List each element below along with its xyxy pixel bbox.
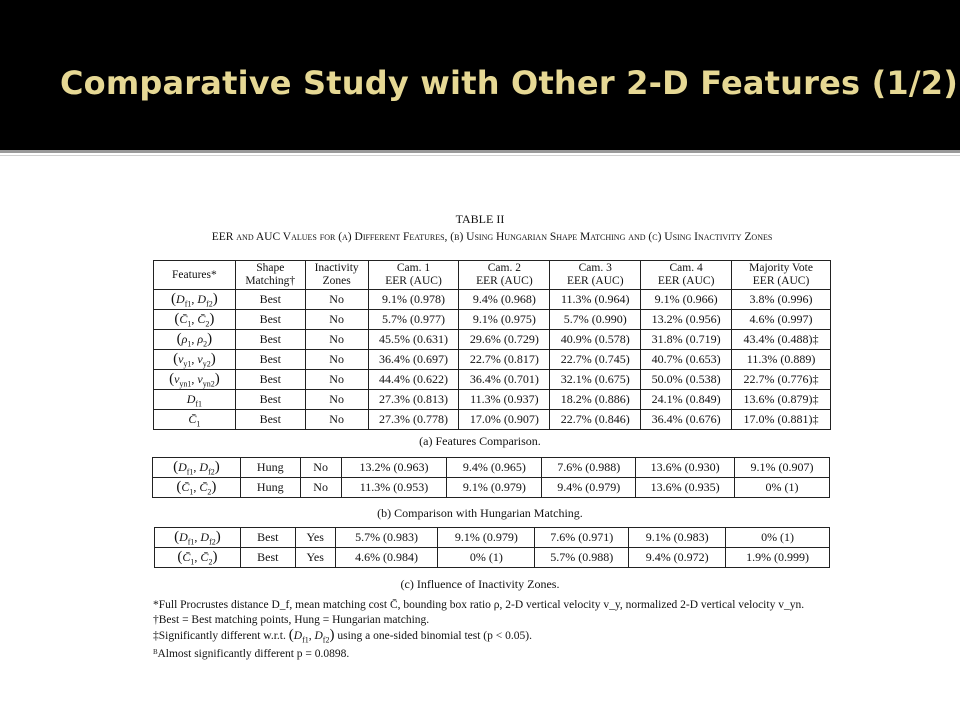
cam3-cell: 5.7% (0.990)	[550, 310, 641, 330]
majority-vote-cell: 11.3% (0.889)	[732, 350, 831, 370]
slide-title: Comparative Study with Other 2-D Features (1/2)	[60, 64, 959, 102]
cam1-cell: 9.1% (0.978)	[368, 290, 459, 310]
feature-cell: ($\rho_1$, $\rho_2$)	[154, 330, 236, 350]
cam2-cell: 0% (1)	[438, 548, 535, 568]
shape-matching-cell: Hung	[240, 478, 300, 498]
header-shape-matching: Shape Matching†	[235, 261, 305, 290]
inactivity-zones-cell: No	[305, 290, 368, 310]
cam3-cell: 7.6% (0.988)	[542, 458, 636, 478]
cam1-cell: 5.7% (0.977)	[368, 310, 459, 330]
shape-matching-cell: Best	[235, 410, 305, 430]
cam3-cell: 5.7% (0.988)	[535, 548, 629, 568]
inactivity-zones-cell: No	[305, 390, 368, 410]
cam1-cell: 5.7% (0.983)	[335, 528, 438, 548]
slide-header	[0, 0, 960, 150]
feature-cell: ($C̄_1$, $C̄_2$)	[154, 310, 236, 330]
cam1-cell: 27.3% (0.813)	[368, 390, 459, 410]
cam3-cell: 22.7% (0.846)	[550, 410, 641, 430]
feature-cell: ($v_{yn1}$, $v_{yn2}$)	[154, 370, 236, 390]
footnote-features: *Full Procrustes distance D_f, mean matching cost C̄, bounding box ratio ρ, 2-D vertical velocity v_y, normalized 2-D vertical velocity v_yn.	[153, 599, 805, 611]
cam4-cell: 24.1% (0.849)	[641, 390, 732, 410]
inactivity-zones-table	[154, 527, 830, 568]
majority-vote-cell: 0% (1)	[735, 478, 830, 498]
inactivity-zones-cell: No	[305, 350, 368, 370]
table-row	[154, 290, 831, 310]
cam1-cell: 27.3% (0.778)	[368, 410, 459, 430]
cam1-cell: 11.3% (0.953)	[341, 478, 447, 498]
footnotes	[153, 598, 804, 662]
cam3-cell: 7.6% (0.971)	[535, 528, 629, 548]
shape-matching-cell: Best	[240, 548, 295, 568]
cam4-cell: 13.6% (0.935)	[636, 478, 735, 498]
inactivity-zones-cell: No	[305, 310, 368, 330]
table-subtitle: EER and AUC Values for (a) Different Features, (b) Using Hungarian Shape Matching and (c) Using Inactivity Zones	[211, 231, 773, 243]
header-inactivity-zones: Inactivity Zones	[305, 261, 368, 290]
cam2-cell: 29.6% (0.729)	[459, 330, 550, 350]
inactivity-zones-cell: Yes	[295, 528, 335, 548]
table-row	[155, 528, 830, 548]
features-comparison-table	[153, 260, 831, 430]
cam2-cell: 9.1% (0.979)	[438, 528, 535, 548]
cam3-cell: 22.7% (0.745)	[550, 350, 641, 370]
shape-matching-cell: Best	[235, 390, 305, 410]
cam4-cell: 9.1% (0.966)	[641, 290, 732, 310]
shape-matching-cell: Best	[235, 330, 305, 350]
cam4-cell: 31.8% (0.719)	[641, 330, 732, 350]
header-cam3: Cam. 3 EER (AUC)	[550, 261, 641, 290]
inactivity-zones-cell: No	[300, 458, 341, 478]
header-cam1: Cam. 1 EER (AUC)	[368, 261, 459, 290]
caption-hungarian-matching: (b) Comparison with Hungarian Matching.	[377, 506, 583, 520]
cam4-cell: 13.6% (0.930)	[636, 458, 735, 478]
cam2-cell: 36.4% (0.701)	[459, 370, 550, 390]
feature-cell: ($D_{f1}$, $D_{f2}$)	[154, 290, 236, 310]
table-row	[154, 350, 831, 370]
table-row	[154, 310, 831, 330]
cam2-cell: 9.1% (0.979)	[447, 478, 542, 498]
cam3-cell: 32.1% (0.675)	[550, 370, 641, 390]
header-divider-thin	[0, 155, 960, 156]
cam1-cell: 44.4% (0.622)	[368, 370, 459, 390]
majority-vote-cell: 4.6% (0.997)	[732, 310, 831, 330]
feature-cell: $C̄_1$	[154, 410, 236, 430]
feature-cell: ($C̄_1$, $C̄_2$)	[153, 478, 241, 498]
cam2-cell: 11.3% (0.937)	[459, 390, 550, 410]
hungarian-matching-table	[152, 457, 830, 498]
inactivity-zones-cell: No	[300, 478, 341, 498]
shape-matching-cell: Hung	[240, 458, 300, 478]
inactivity-zones-cell: No	[305, 330, 368, 350]
feature-cell: ($D_{f1}$, $D_{f2}$)	[155, 528, 241, 548]
footnote-shape-matching: †Best = Best matching points, Hung = Hungarian matching.	[153, 614, 430, 626]
inactivity-zones-cell: Yes	[295, 548, 335, 568]
majority-vote-cell: 3.8% (0.996)	[732, 290, 831, 310]
header-majority-vote: Majority Vote EER (AUC)	[732, 261, 831, 290]
caption-features-comparison: (a) Features Comparison.	[419, 434, 541, 448]
majority-vote-cell: 13.6% (0.879)‡	[732, 390, 831, 410]
cam1-cell: 36.4% (0.697)	[368, 350, 459, 370]
shape-matching-cell: Best	[235, 310, 305, 330]
cam4-cell: 40.7% (0.653)	[641, 350, 732, 370]
table-row	[155, 548, 830, 568]
cam3-cell: 11.3% (0.964)	[550, 290, 641, 310]
feature-cell: ($C̄_1$, $C̄_2$)	[155, 548, 241, 568]
shape-matching-cell: Best	[240, 528, 295, 548]
feature-cell: ($D_{f1}$, $D_{f2}$)	[153, 458, 241, 478]
table-header-row	[154, 261, 831, 290]
header-cam2: Cam. 2 EER (AUC)	[459, 261, 550, 290]
header-divider	[0, 150, 960, 153]
table-row	[154, 390, 831, 410]
inactivity-zones-cell: No	[305, 410, 368, 430]
cam4-cell: 13.2% (0.956)	[641, 310, 732, 330]
caption-inactivity-zones: (c) Influence of Inactivity Zones.	[400, 577, 560, 591]
table-row	[154, 330, 831, 350]
shape-matching-cell: Best	[235, 290, 305, 310]
majority-vote-cell: 22.7% (0.776)‡	[732, 370, 831, 390]
cam4-cell: 50.0% (0.538)	[641, 370, 732, 390]
cam2-cell: 22.7% (0.817)	[459, 350, 550, 370]
feature-cell: $D_{f1}$	[154, 390, 236, 410]
shape-matching-cell: Best	[235, 350, 305, 370]
cam3-cell: 40.9% (0.578)	[550, 330, 641, 350]
cam2-cell: 17.0% (0.907)	[459, 410, 550, 430]
cam1-cell: 4.6% (0.984)	[335, 548, 438, 568]
cam3-cell: 18.2% (0.886)	[550, 390, 641, 410]
cam4-cell: 9.1% (0.983)	[629, 528, 726, 548]
table-row	[154, 410, 831, 430]
footnote-significance: ‡Significantly different w.r.t. ($D_{f1}$, $D_{f2}$) using a one-sided binomial test (p < 0.05).	[153, 627, 532, 645]
header-cam4: Cam. 4 EER (AUC)	[641, 261, 732, 290]
cam1-cell: 13.2% (0.963)	[341, 458, 447, 478]
table-row	[153, 458, 830, 478]
majority-vote-cell: 9.1% (0.907)	[735, 458, 830, 478]
cam2-cell: 9.4% (0.968)	[459, 290, 550, 310]
shape-matching-cell: Best	[235, 370, 305, 390]
table-row	[153, 478, 830, 498]
inactivity-zones-cell: No	[305, 370, 368, 390]
majority-vote-cell: 1.9% (0.999)	[726, 548, 830, 568]
majority-vote-cell: 0% (1)	[726, 528, 830, 548]
feature-cell: ($v_{y1}$, $v_{y2}$)	[154, 350, 236, 370]
table-caption: TABLE II	[455, 212, 505, 226]
cam4-cell: 9.4% (0.972)	[629, 548, 726, 568]
table-row	[154, 370, 831, 390]
majority-vote-cell: 43.4% (0.488)‡	[732, 330, 831, 350]
footnote-almost-significant: ᴮAlmost significantly different p = 0.0898.	[153, 648, 350, 661]
cam2-cell: 9.4% (0.965)	[447, 458, 542, 478]
cam1-cell: 45.5% (0.631)	[368, 330, 459, 350]
cam2-cell: 9.1% (0.975)	[459, 310, 550, 330]
cam4-cell: 36.4% (0.676)	[641, 410, 732, 430]
cam3-cell: 9.4% (0.979)	[542, 478, 636, 498]
header-features: Features*	[154, 261, 236, 290]
majority-vote-cell: 17.0% (0.881)‡	[732, 410, 831, 430]
